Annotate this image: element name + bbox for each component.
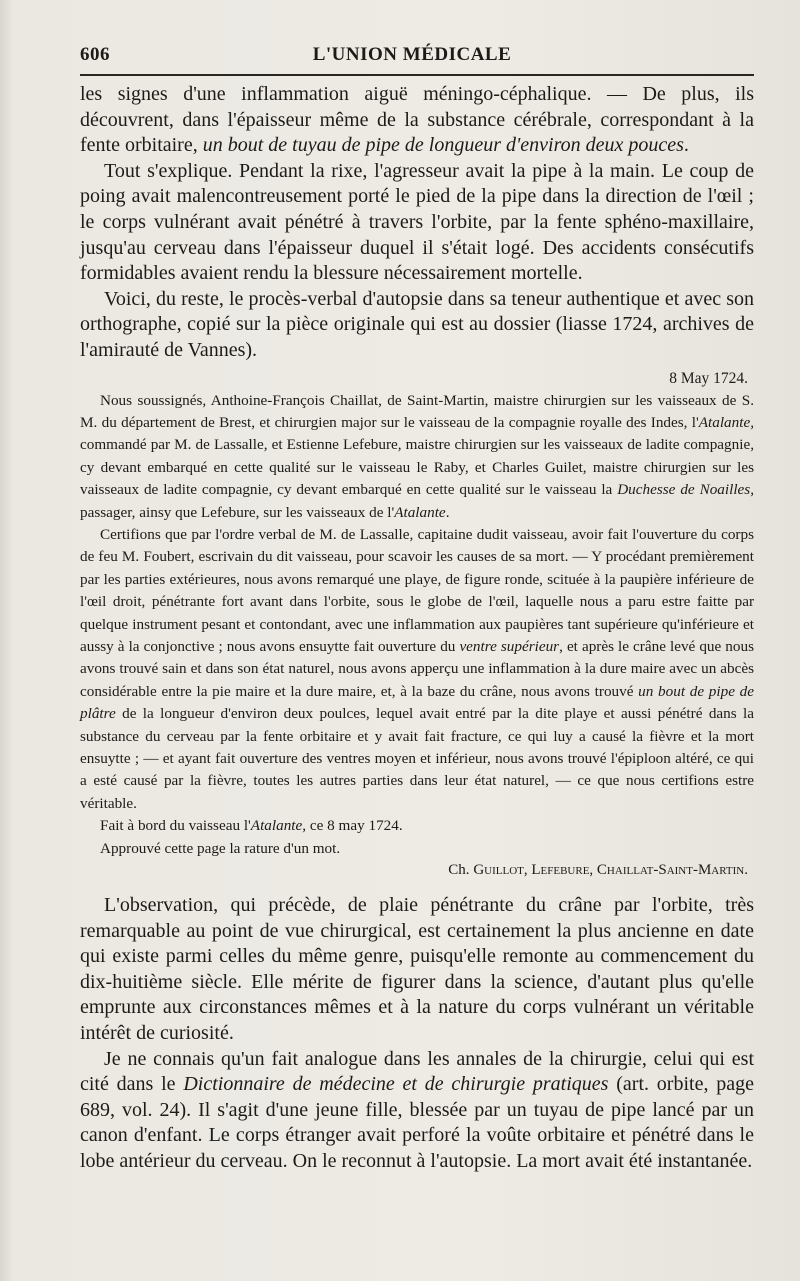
report-p1-a: Nous soussignés, Anthoine-François Chaillat, de Saint-Martin, maistre chirurgien sur les vaisseaux de S. M. du département de Brest, et chirurgien major sur le vaisseau de la compagnie royalle des Indes, l'	[80, 391, 754, 431]
report-paragraph-2	[80, 524, 754, 815]
paragraph-1-text: les signes d'une inflammation aiguë méningo-céphalique. — De plus, ils découvrent, dans l'épaisseur même de la substance cérébrale, correspondant à la fente orbitaire,	[80, 83, 754, 157]
running-header	[80, 44, 754, 76]
report-p2-e: de la longueur d'environ deux poulces, lequel avait entré par la dite playe et aussi pénétré dans la substance du cerveau par la fente orbitaire et y avait fait fracture, ce qui luy a causé la fièvre et la mort ensuytte ; — et ayant fait ouverture des ventres moyen et inférieur, nous avons trouvé l'épiploon altéré, ce qui a esté causé par la fièvre, toutes les autres parties dans leur état naturel, — ce que nous certifions estre véritable.	[80, 705, 754, 812]
report-p3-c: , ce 8 may 1724.	[302, 817, 403, 835]
report-signature	[80, 862, 748, 879]
sig-sep-1: ,	[523, 862, 532, 879]
report-paragraph-3	[80, 815, 754, 837]
autopsy-report	[80, 390, 754, 880]
report-p2-italic-2: un bout de pipe de plâtre	[80, 682, 754, 723]
paragraph-5	[80, 1047, 754, 1175]
sig-name-2: Lefebure	[531, 862, 590, 879]
main-text-bottom	[80, 893, 754, 1175]
sig-end: .	[744, 862, 748, 879]
report-p1-ship-2: Duchesse de Noailles,	[617, 481, 754, 499]
report-p2-c: , et après le crâne levé que nous avons trouvé sain et dans son état naturel, nous avons apperçu une inflammation à la dure maire avec un abcès considérable entre la pie maire et la dure maire, et, à la baze du crâne, nous avons trouvé	[80, 638, 754, 700]
sig-sep-2: ,	[589, 862, 597, 879]
section-gap	[80, 879, 754, 893]
report-p3-a: Fait à bord du vaisseau l'	[100, 817, 251, 835]
paragraph-1-italic: un bout de tuyau de pipe de longueur d'environ deux pouces	[202, 134, 684, 157]
running-title: L'UNION MÉDICALE	[312, 44, 512, 65]
report-p1-e: passager, ainsy que Lefebure, sur les vaisseaux de l'	[80, 503, 395, 521]
paragraph-5-c: (art. orbite, page 689, vol. 24). Il s'agit d'une jeune fille, blessée par un tuyau de pipe lancé par un canon d'enfant. Le corps étranger avait perforé la voûte orbitaire et pénétré dans le lobe antérieur du cerveau. On le reconnut à l'autopsie. La mort avait été instantanée.	[80, 1073, 754, 1172]
report-p1-ship-3: Atalante	[394, 503, 446, 521]
report-paragraph-4: Approuvé cette page la rature d'un mot.	[100, 839, 341, 857]
paragraph-1	[80, 82, 754, 159]
report-paragraph-1	[80, 390, 754, 524]
report-p2-italic-1: ventre supérieur	[459, 638, 560, 655]
sig-name-1: Guillot	[473, 862, 524, 879]
paragraph-1-end: .	[683, 134, 689, 157]
report-p1-ship: Atalante,	[698, 413, 754, 431]
paragraph-5-title: Dictionnaire de médecine et de chirurgie pratiques	[183, 1073, 609, 1096]
report-p2-a: Certifions que par l'ordre verbal de M. de Lassalle, capitaine dudit vaisseau, avoir fait l'ouverture du corps de feu M. Foubert, escrivain du dit vaisseau, pour scavoir les causes de sa mort. — Y procédant premièrement par les parties extérieures, nous avons remarqué une playe, de figure ronde, scituée à la paupière inférieure de l'œil droit, pénétrante fort avant dans l'orbite, sous le globe de l'œil, laquelle nous a paru estre faitte par quelque instrument pesant et contondant, avec une inflammation aux paupières tant supérieure qu'inférieure et aussy à la conjonctive ; nous avons ensuytte fait ouverture du	[80, 525, 754, 655]
report-date: 8 May 1724.	[669, 369, 748, 387]
paragraph-3: Voici, du reste, le procès-verbal d'autopsie dans sa teneur authentique et avec son orthographe, copié sur la pièce originale qui est au dossier (liasse 1724, archives de l'amirauté de Vannes).	[80, 287, 754, 361]
main-text-top	[80, 82, 754, 364]
paragraph-5-a: Je ne connais qu'un fait analogue dans les annales de la chirurgie, celui qui est cité dans le	[80, 1047, 754, 1096]
paragraph-4: L'observation, qui précède, de plaie pénétrante du crâne par l'orbite, très remarquable au point de vue chirurgical, est certainement la plus ancienne en date qui existe parmi celles du même genre, puisqu'elle remonte au commencement du dix-huitième siècle. Elle mérite de figurer dans la science, d'autant plus qu'elle emprunte aux circonstances mêmes et à la nature du corps vulnérant un véritable intérêt de curiosité.	[80, 894, 754, 1045]
paragraph-2: Tout s'explique. Pendant la rixe, l'agresseur avait la pipe à la main. Le coup de poing avait malencontreusement porté le pied de la pipe dans la direction de l'œil ; le corps vulnérant avait pénétré à travers l'orbite, par la fente sphéno-maxillaire, jusqu'au cerveau dans l'épaisseur duquel il s'était logé. Des accidents consécutifs formidables avaient rendu la blessure nécessairement mortelle.	[80, 159, 754, 285]
report-p1-c: commandé par M. de Lassalle, et Estienne Lefebure, maistre chirurgien sur les vaisseaux de ladite compagnie, cy devant embarqué en cette qualité sur le vaisseau le Raby, et Charles Guilet, maistre chirurgien sur les vaisseaux de ladite compagnie, cy devant embarqué en cette qualité sur le vaisseau la	[80, 436, 754, 499]
sig-prefix: Ch.	[448, 862, 474, 879]
report-p3-ship: Atalante	[250, 817, 303, 835]
page-number: 606	[80, 44, 110, 65]
report-p1-g: .	[445, 503, 450, 521]
sig-name-3: Chaillat-Saint-Martin	[596, 862, 745, 879]
